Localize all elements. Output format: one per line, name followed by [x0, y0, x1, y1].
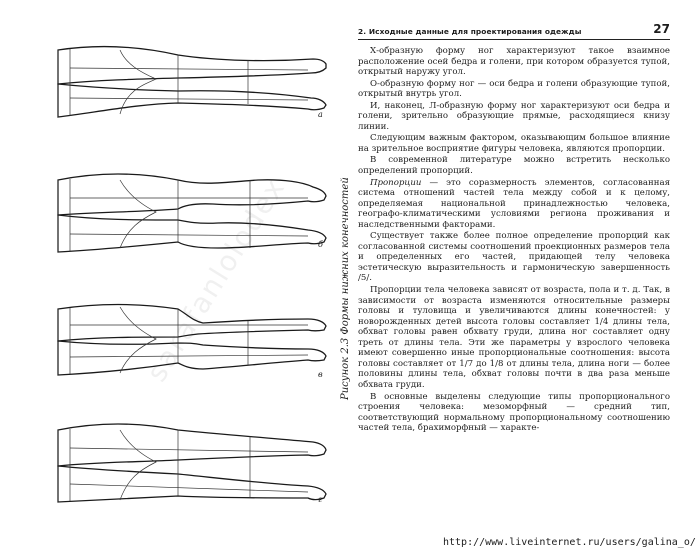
paragraph: В основные выделены следующие типы пропорционального строения человека: мезоморфный — средний тип, соответствующий нормальному пропорциональному соотношению частей тела, брахиморфный — характе- [358, 391, 670, 434]
definition-term: Пропорции [370, 177, 422, 188]
running-title: 2. Исходные данные для проектирования одежды [358, 27, 582, 36]
figure-caption-text: Рисунок 2.3 Формы нижних конечностей [340, 177, 351, 400]
figure-letter-v: в [318, 370, 323, 379]
body-text [358, 46, 670, 434]
figure-letter-a: а [318, 110, 323, 119]
leg-drawing-b [28, 160, 338, 260]
paragraph: Следующим важным фактором, оказывающим большое влияние на зрительное восприятие фигуры человека, являются пропорции. [358, 133, 670, 154]
paragraph: О-образную форму ног — оси бедра и голени образующие тупой, открытый внутрь угол. [358, 78, 670, 100]
paragraph: И, наконец, Л-образную форму ног характеризуют оси бедра и голени, зрительно образующие прямые, расходящиеся книзу линии. [358, 100, 670, 132]
leg-drawing-v [28, 285, 338, 385]
figure-caption [327, 170, 351, 400]
paragraph: Х-образную форму ног характеризуют такое взаимное расположение осей бедра и голени, при котором образуется тупой, открытый наружу угол. [358, 46, 670, 78]
leg-drawing-a [28, 28, 338, 128]
paragraph: Существует также более полное определение пропорций как согласованной системы соотношений проекционных размеров тела и определенных его частей, придающей телу человека эстетическую выразительность и гармоническую завершенность /5/. [358, 231, 670, 284]
page-number: 27 [653, 22, 670, 36]
leg-drawing-g [28, 412, 338, 512]
definition-text: — это соразмерность элементов, согласованная система отношений частей тела между собой и к целому, определяемая национальной принадлежностью человека, географо-климатическими условиями региона проживания и наследственными факторами. [358, 177, 670, 230]
paragraph: В современной литературе можно встретить несколько определений пропорций. [358, 155, 670, 177]
footer-url[interactable]: http://www.liveinternet.ru/users/galina_o/ [443, 537, 696, 548]
watermark: sarafanlolodex [140, 171, 293, 388]
definition-paragraph [358, 178, 670, 231]
text-page [358, 14, 670, 435]
figure-letter-g: г [318, 495, 323, 504]
paragraph: Пропорции тела человека зависят от возраста, пола и т. д. Так, в зависимости от возраста изменяются относительные размеры головы и туловища и увеличиваются длины конечностей: у новорожденных детей высота головы составляет 1/4 длины тела, обхват головы равен обхвату груди, длина ног составляет одну треть от длины тела. Эти же параметры у взрослого человека имеют совершенно иные пропорциональные соотношения: высота головы составляет от 1/7 до 1/8 от длины тела, длина ноги — более половины длины тела, обхват головы почти в два раза меньше обхвата груди. [358, 285, 670, 390]
running-header [358, 14, 670, 40]
figure-letter-b: б [318, 240, 323, 249]
